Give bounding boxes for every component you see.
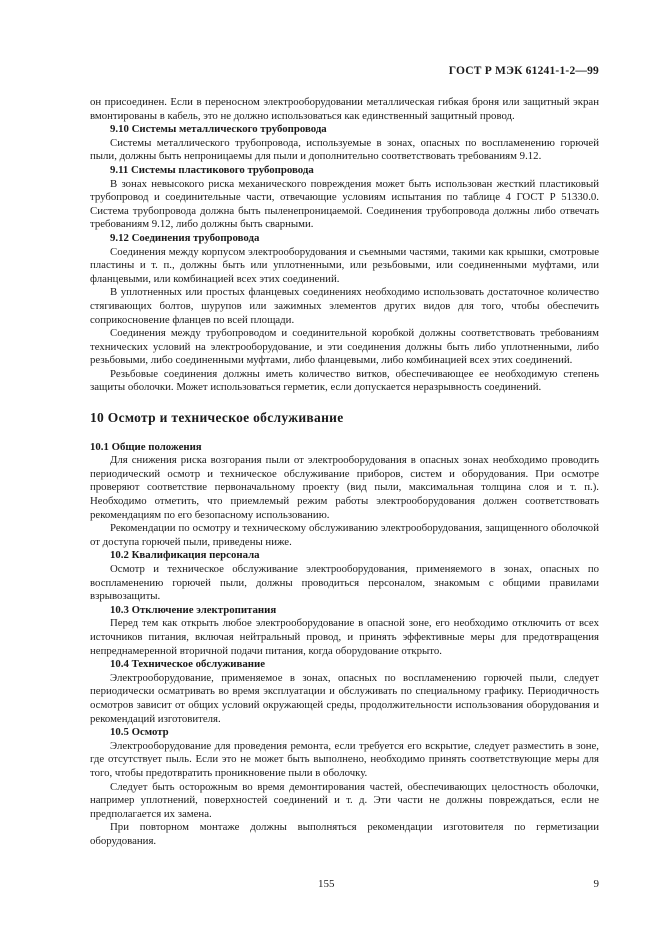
page-number-center: 155 — [318, 878, 335, 890]
page-number-right: 9 — [593, 878, 599, 890]
paragraph: Системы металлического трубопровода, используемые в зонах, опасных по воспламенению горючей пыли, должны быть непроницаемы для пыли и дополнительно соответствовать требованиям 9.12. — [90, 136, 599, 163]
paragraph: Перед тем как открыть любое электрооборудование в опасной зоне, его необходимо отключить от всех источников питания, включая нейтральный провод, и принять эффективные меры для предотвращения непреднамеренной вторичной подачи питания, когда оборудование открыто. — [90, 617, 599, 657]
paragraph: Резьбовые соединения должны иметь количество витков, обеспечивающее ее необходимую степень защиты оболочки. Может использоваться герметик, если допускается неразрывность соединений. — [90, 367, 599, 394]
paragraph: Осмотр и техническое обслуживание электрооборудования, применяемого в зонах, опасных по воспламенению горючей пыли, должны проводиться персоналом, знакомым с общими правилами взрывозащиты. — [90, 563, 599, 603]
subsection-heading-10-1: 10.1 Общие положения — [90, 440, 202, 453]
paragraph: Электрооборудование для проведения ремонта, если требуется его вскрытие, следует разместить в зоне, где отсутствует пыль. Если это не может быть выполнено, необходимо принять соответствующие меры для того, чтобы предотвратить проникновение пыли в оболочку. — [90, 739, 599, 779]
subsection-heading-9-12: 9.12 Соединения трубопровода — [110, 231, 260, 244]
subsection-heading-10-4: 10.4 Техническое обслуживание — [110, 658, 265, 671]
paragraph: Для снижения риска возгорания пыли от электрооборудования в опасных зонах необходимо проводить периодический осмотр и техническое обслуживание приборов, систем и оборудования. При осмотре проверяют соответствие первоначальному проекту (вид пыли, максимальная толщина слоя и т. п.). Необходимо отметить, что приемлемый режим работы электрооборудования должен соответствовать рекомендациям по его безопасному использованию. — [90, 454, 599, 521]
paragraph: Соединения между трубопроводом и соединительной коробкой должны соответствовать требованиям технических условий на электрооборудование, и эти соединения должны быть либо уплотненными, либо резьбовыми, либо соединенными муфтами, либо фланцевыми, либо комбинацией всех этих соединений. — [90, 327, 599, 367]
paragraph: он присоединен. Если в переносном электрооборудовании металлическая гибкая броня или защитный экран вмонтированы в кабель, это не должно использоваться как единственный защитный провод. — [90, 96, 599, 122]
document-body — [90, 96, 599, 848]
subsection-heading-9-10: 9.10 Системы металлического трубопровода — [110, 123, 327, 136]
section-title-10: 10 Осмотр и техническое обслуживание — [90, 410, 344, 426]
subsection-heading-10-3: 10.3 Отключение электропитания — [110, 603, 277, 616]
paragraph: При повторном монтаже должны выполняться рекомендации изготовителя по герметизации оборудования. — [90, 821, 599, 847]
paragraph: Электрооборудование, применяемое в зонах, опасных по воспламенению горючей пыли, следует периодически осматривать во время эксплуатации и обслуживать по специальному графику. Периодичность осмотров зависит от общих условий окружающей среды, продолжительности использования оборудования и рекомендаций изготовителя. — [90, 671, 599, 725]
subsection-heading-10-5: 10.5 Осмотр — [110, 726, 169, 739]
paragraph: Следует быть осторожным во время демонтирования частей, обеспечивающих целостность оболочки, например уплотнений, поверхностей соединений и т. д. Эти части не должны повреждаться, если не предполагается их замена. — [90, 780, 599, 820]
document-header: ГОСТ Р МЭК 61241-1-2—99 — [448, 65, 599, 77]
paragraph: Соединения между корпусом электрооборудования и съемными частями, такими как крышки, смотровые пластины и т. п., должны быть или уплотненными, или резьбовыми, или соединенными муфтами, или фланцевыми, или комбинацией всех этих соединений. — [90, 245, 599, 285]
subsection-heading-10-2: 10.2 Квалификация персонала — [110, 549, 260, 562]
paragraph: Рекомендации по осмотру и техническому обслуживанию электрооборудования, защищенного оболочкой от доступа горючей пыли, приведены ниже. — [90, 522, 599, 548]
paragraph: В уплотненных или простых фланцевых соединениях необходимо использовать достаточное количество стягивающих болтов, шурупов или зажимных элементов других видов для того, чтобы обеспечить соприкосновение фланцев по всей площади. — [90, 286, 599, 326]
subsection-heading-9-11: 9.11 Системы пластикового трубопровода — [110, 163, 314, 176]
paragraph: В зонах невысокого риска механического повреждения может быть использован жесткий пластиковый трубопровод и соединительные части, отвечающие условиям испытания по таблице 4 ГОСТ Р 51330.0. Система трубопровода должна быть пыленепроницаемой. Соединения трубопровода должны либо отвечать требованиям 9.12, либо должны быть сварными. — [90, 177, 599, 231]
